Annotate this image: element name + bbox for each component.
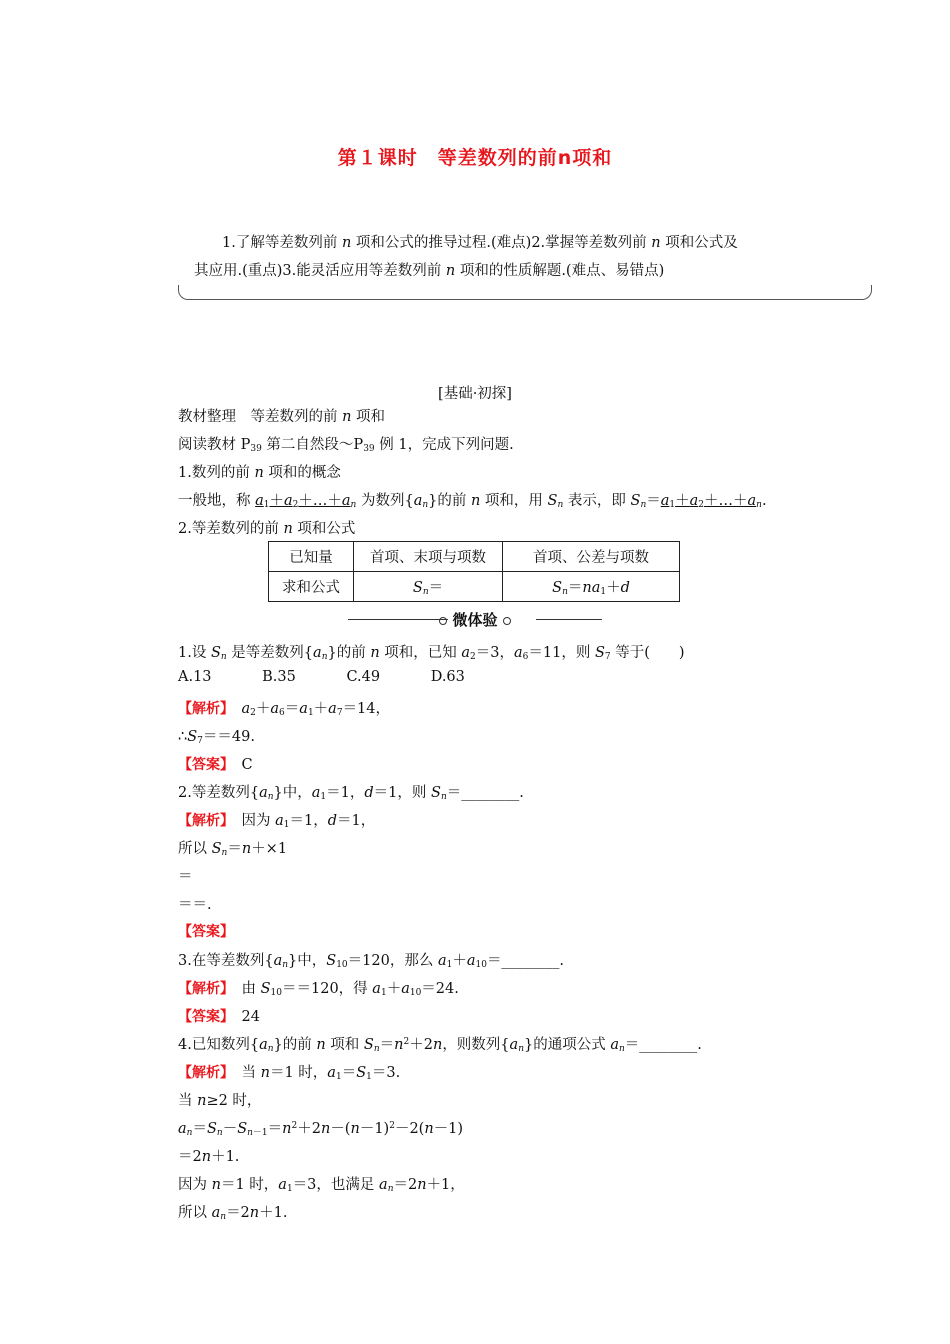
question-2: 2.等差数列$\{a_n\}$中，$a_1=1$，d＝1，则 $S_n=\_\_\_\_\_\_\_\_$.	[178, 785, 524, 802]
q3-answer: 【答案】 24	[178, 1009, 260, 1025]
q4-step-2: $a_n=S_n-S_{n-1}=n^2+2n-(n-1)^2-2(n-1)$	[178, 1121, 464, 1138]
question-4: 4.已知数列$\{a_n\}$的前 n 项和 $S_n=n^2+2n$，则数列$\{a_n\}$的通项公式 $a_n=\_\_\_\_\_\_\_\_$.	[178, 1037, 702, 1054]
q1-answer: 【答案】 C	[178, 757, 253, 773]
section-heading: [基础·初探]	[438, 386, 512, 402]
reading-instruction: 阅读教材 $P_{39}$ 第二自然段$\sim P_{39}$ 例 1，完成下列问题.	[178, 437, 514, 454]
q2-analysis: 【解析】 因为 $a_1=1$，d＝1，	[178, 813, 376, 830]
circle-icon	[503, 617, 511, 625]
material-heading: 教材整理 等差数列的前 n 项和	[178, 409, 386, 425]
q4-step-4: 因为 n＝1 时，$a_1=3$，也满足 $a_n=2n+1$，	[178, 1177, 465, 1194]
q2-step-1: 所以 $S_n=n+\times 1$	[178, 841, 288, 858]
table-row	[269, 572, 680, 602]
question-1-options	[178, 669, 465, 685]
objectives-bracket	[178, 285, 872, 300]
q4-step-5: 所以 $a_n=2n+1$.	[178, 1205, 288, 1222]
option-c: C.49	[346, 669, 381, 685]
table-header-cell: 已知量	[269, 542, 354, 572]
table-cell: $S_n=na_1+d$	[503, 572, 680, 602]
q4-step-1: 当 n≥2 时，	[178, 1093, 262, 1109]
option-b: B.35	[262, 669, 296, 685]
table-cell: 求和公式	[269, 572, 354, 602]
table-header-cell: 首项、公差与项数	[503, 542, 680, 572]
formula-table	[268, 541, 680, 602]
objectives-line-2: 其应用.(重点)3.能灵活应用等差数列前 n 项和的性质解题.(难点、易错点)	[194, 263, 665, 279]
page-title: 第１课时 等差数列的前n项和	[337, 147, 613, 169]
q1-step: $\therefore S_7==49$.	[178, 729, 255, 746]
q2-step-2: ＝	[178, 869, 193, 885]
table-cell: $S_n=$	[354, 572, 503, 602]
concept-heading: 1.数列的前 n 项和的概念	[178, 465, 341, 481]
q2-answer: 【答案】	[178, 924, 234, 940]
question-3: 3.在等差数列$\{a_n\}$中，$S_{10}=120$，那么 $a_1+a_{10}=\_\_\_\_\_\_\_\_$.	[178, 953, 565, 970]
table-row	[269, 542, 680, 572]
formula-heading: 2.等差数列的前 n 项和公式	[178, 521, 356, 537]
concept-definition: 一般地，称 $a_1+a_2+\dots+a_n$ 为数列$\{a_n\}$的前 n 项和，用 $S_n$ 表示，即 $S_n=a_1+a_2+\dots+a_n$.	[178, 493, 767, 510]
option-d: D.63	[430, 669, 465, 685]
divider-right	[536, 619, 602, 620]
q2-step-3: ＝＝.	[178, 897, 212, 913]
question-1: 1.设 $S_n$ 是等差数列$\{a_n\}$的前 n 项和，已知 $a_2=3$，$a_6=11$，则 $S_7$ 等于( )	[178, 645, 685, 662]
objectives-line-1: 1.了解等差数列前 n 项和公式的推导过程.(难点)2.掌握等差数列前 n 项和公式及	[222, 235, 738, 251]
q4-step-3: ＝2n＋1.	[178, 1149, 240, 1165]
q3-analysis: 【解析】 由 $S_{10}==120$，得 $a_1+a_{10}=24$.	[178, 981, 459, 998]
q4-analysis: 【解析】 当 n＝1 时，$a_1=S_1=3$.	[178, 1065, 401, 1082]
circle-icon	[439, 617, 447, 625]
q1-analysis: 【解析】 $a_2+a_6=a_1+a_7=14$，	[178, 701, 391, 718]
weitiyan-heading: 微体验	[0, 609, 950, 630]
table-header-cell: 首项、末项与项数	[354, 542, 503, 572]
option-a: A.13	[178, 669, 212, 685]
